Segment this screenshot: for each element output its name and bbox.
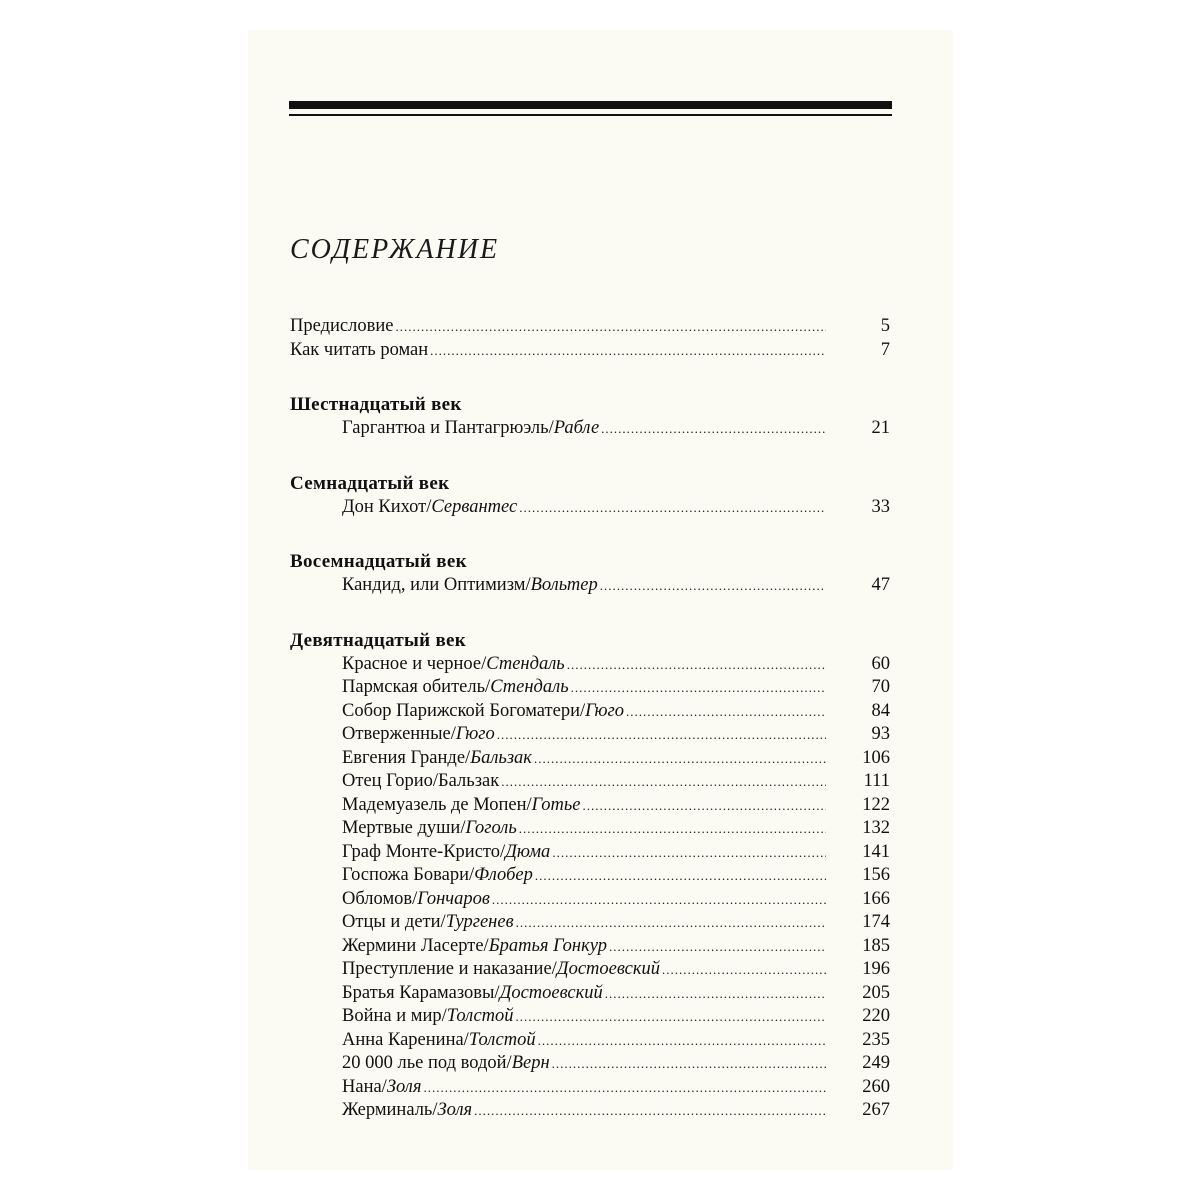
toc-entry[interactable] — [290, 574, 890, 598]
entry-page-number: 267 — [862, 1100, 890, 1120]
header-rule-thin — [289, 114, 892, 116]
toc-entry[interactable] — [290, 911, 890, 935]
entry-author: Толстой — [446, 1006, 514, 1026]
toc-entry[interactable] — [290, 982, 890, 1006]
entry-title: Нана/ — [342, 1076, 387, 1097]
section-heading: Шестнадцатый век — [290, 394, 462, 415]
toc-entry[interactable] — [290, 747, 890, 771]
entry-author: Гончаров — [417, 888, 490, 909]
toc-entry[interactable] — [290, 315, 890, 339]
entry-page-number: 249 — [862, 1053, 890, 1073]
toc-entry[interactable] — [290, 935, 890, 959]
toc-entry[interactable] — [290, 339, 890, 363]
entry-page-number: 174 — [862, 912, 890, 932]
entry-author: Братья Гонкур — [488, 935, 607, 956]
entry-page-number: 70 — [871, 677, 890, 697]
entry-title: Мертвые души/ — [342, 818, 466, 838]
toc-entry[interactable] — [290, 888, 890, 912]
entry-author: Стендаль — [486, 653, 565, 674]
toc-entry[interactable] — [290, 1029, 890, 1053]
toc-entry[interactable] — [290, 958, 890, 982]
header-rule-thick — [289, 101, 892, 109]
toc-entry[interactable] — [290, 700, 890, 724]
entry-title: Отверженные/ — [342, 724, 456, 744]
entry-title: Гаргантюа и Пантагрюэль/ — [342, 418, 554, 438]
entry-title: Госпожа Бовари/ — [342, 865, 475, 885]
entry-page-number: 106 — [862, 747, 890, 768]
entry-title: Собор Парижской Богоматери/ — [342, 700, 586, 721]
entry-title: Жерминаль/ — [342, 1100, 438, 1120]
entry-page-number: 7 — [880, 339, 890, 360]
toc-entry[interactable] — [290, 1076, 890, 1100]
dot-leader — [421, 1076, 828, 1100]
entry-title: Жермини Ласерте/ — [342, 935, 489, 956]
entry-author: Верн — [511, 1053, 550, 1073]
toc-entry[interactable] — [290, 1052, 890, 1076]
toc-entry[interactable] — [290, 817, 890, 841]
entry-page-number: 93 — [871, 724, 890, 744]
toc-entry[interactable] — [290, 496, 890, 520]
entry-page-number: 5 — [880, 316, 890, 336]
entry-title: Красное и черное/ — [342, 653, 487, 674]
entry-title: Дон Кихот/ — [342, 496, 432, 517]
entry-page-number: 122 — [862, 794, 890, 815]
entry-title: Отцы и дети/ — [342, 912, 446, 932]
entry-author: Бальзак — [470, 747, 532, 768]
dot-leader — [580, 794, 828, 818]
entry-title: Мадемуазель де Мопен/ — [342, 794, 532, 815]
dot-leader — [565, 653, 828, 677]
entry-author: Готье — [531, 794, 581, 815]
dot-leader — [495, 723, 828, 747]
dot-leader — [514, 911, 828, 935]
entry-page-number: 111 — [863, 771, 890, 791]
entry-title: Граф Монте-Кристо/ — [342, 841, 506, 862]
dot-leader — [428, 339, 828, 363]
table-of-contents — [290, 315, 890, 1123]
toc-entry[interactable] — [290, 417, 890, 441]
entry-page-number: 196 — [862, 959, 890, 979]
dot-leader — [532, 747, 828, 771]
dot-leader — [533, 864, 828, 888]
entry-page-number: 156 — [862, 865, 890, 885]
toc-entry[interactable] — [290, 864, 890, 888]
entry-page-number: 47 — [871, 575, 890, 595]
toc-entry[interactable] — [290, 841, 890, 865]
entry-author: Вольтер — [530, 575, 598, 595]
toc-entry[interactable] — [290, 723, 890, 747]
dot-leader — [517, 496, 828, 520]
entry-title: Братья Карамазовы/ — [342, 982, 500, 1003]
entry-page-number: 84 — [871, 700, 890, 721]
dot-leader — [514, 1005, 828, 1029]
entry-title: Предисловие — [290, 316, 394, 336]
dot-leader — [499, 770, 828, 794]
entry-author: Толстой — [468, 1029, 536, 1050]
entry-author: Гоголь — [465, 818, 517, 838]
entry-title: Война и мир/ — [342, 1006, 447, 1026]
entry-title: Пармская обитель/ — [342, 677, 491, 697]
toc-entry[interactable] — [290, 676, 890, 700]
section-heading: Восемнадцатый век — [290, 551, 467, 572]
entry-page-number: 166 — [862, 888, 890, 909]
entry-title: Анна Каренина/ — [342, 1029, 469, 1050]
dot-leader — [599, 417, 828, 441]
dot-leader — [536, 1029, 828, 1053]
entry-author: Золя — [386, 1076, 422, 1097]
dot-leader — [660, 958, 828, 982]
entry-page-number: 205 — [862, 982, 890, 1003]
page-title: СОДЕРЖАНИЕ — [290, 234, 500, 265]
toc-entry[interactable] — [290, 653, 890, 677]
dot-leader — [393, 315, 828, 339]
entry-author: Тургенев — [445, 912, 514, 932]
entry-title: 20 000 лье под водой/ — [342, 1053, 512, 1073]
toc-entry[interactable] — [290, 1099, 890, 1123]
entry-title: Отец Горио/Бальзак — [342, 771, 500, 791]
dot-leader — [603, 982, 828, 1006]
dot-leader — [598, 574, 828, 598]
entry-page-number: 132 — [862, 818, 890, 838]
entry-title: Кандид, или Оптимизм/ — [342, 575, 531, 595]
entry-author: Достоевский — [556, 959, 661, 979]
entry-page-number: 33 — [871, 496, 890, 517]
entry-title: Евгения Гранде/ — [342, 747, 471, 768]
entry-page-number: 141 — [862, 841, 890, 862]
entry-page-number: 185 — [862, 935, 890, 956]
toc-entry[interactable] — [290, 794, 890, 818]
entry-author: Сервантес — [431, 496, 518, 517]
entry-page-number: 21 — [871, 418, 890, 438]
entry-page-number: 260 — [862, 1076, 890, 1097]
dot-leader — [550, 1052, 828, 1076]
entry-title: Как читать роман — [290, 339, 429, 360]
entry-title: Обломов/ — [342, 888, 418, 909]
dot-leader — [607, 935, 828, 959]
entry-author: Дюма — [505, 841, 551, 862]
entry-author: Золя — [437, 1100, 473, 1120]
dot-leader — [517, 817, 828, 841]
entry-page-number: 60 — [871, 653, 890, 674]
entry-author: Гюго — [585, 700, 624, 721]
entry-page-number: 235 — [862, 1029, 890, 1050]
entry-page-number: 220 — [862, 1006, 890, 1026]
entry-author: Достоевский — [499, 982, 603, 1003]
section-heading: Семнадцатый век — [290, 472, 450, 494]
entry-title: Преступление и наказание/ — [342, 959, 557, 979]
dot-leader — [490, 888, 828, 912]
dot-leader — [550, 841, 828, 865]
toc-entry[interactable] — [290, 1005, 890, 1029]
section-heading: Девятнадцатый век — [290, 629, 466, 651]
dot-leader — [569, 676, 828, 700]
entry-author: Гюго — [455, 724, 495, 744]
entry-author: Рабле — [553, 418, 600, 438]
entry-author: Флобер — [474, 865, 533, 885]
entry-author: Стендаль — [490, 677, 569, 697]
dot-leader — [472, 1099, 828, 1123]
toc-entry[interactable] — [290, 770, 890, 794]
dot-leader — [624, 700, 828, 724]
